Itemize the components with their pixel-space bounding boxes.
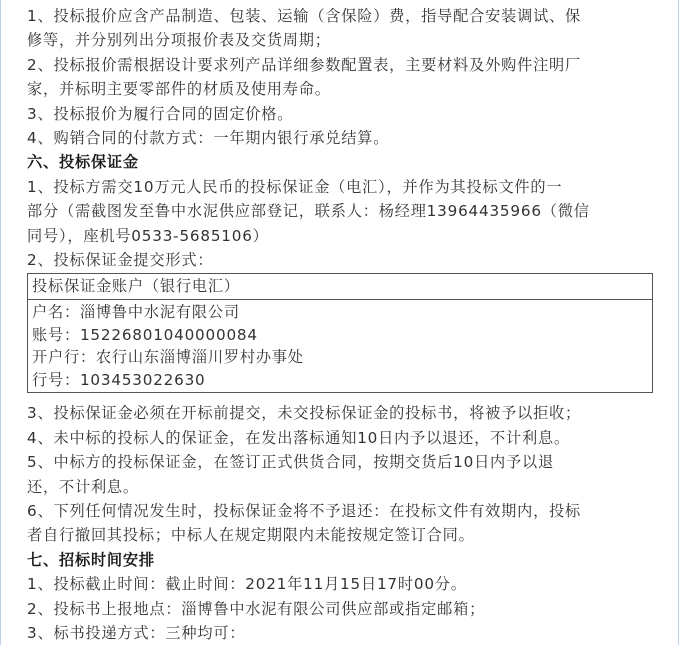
paragraph-line: 1、投标报价应含产品制造、包装、运输（含保险）费，指导配合安装调试、保 xyxy=(27,7,582,25)
paragraph-line: 4、未中标的投标人的保证金，在发出落标通知10日内予以退还，不计利息。 xyxy=(27,428,570,447)
table-header-cell: 投标保证金账户（银行电汇） xyxy=(28,274,653,300)
table-header-row xyxy=(28,274,653,300)
account-number: 账号：15226801040000084 xyxy=(32,325,258,344)
section-heading-schedule: 七、招标时间安排 xyxy=(27,550,155,569)
section-heading-bid-bond: 六、投标保证金 xyxy=(27,153,139,172)
table-body-cell xyxy=(28,300,653,393)
account-name: 户名：淄博鲁中水泥有限公司 xyxy=(32,303,240,322)
paragraph-line: 同号），座机号0533-5685106） xyxy=(27,226,269,245)
paragraph-line: 家，并标明主要零部件的材质及使用寿命。 xyxy=(27,80,331,99)
document-body xyxy=(27,4,655,646)
paragraph-line: 6、下列任何情况发生时，投标保证金将不予退还：在投标文件有效期内，投标 xyxy=(27,502,582,521)
paragraph-line: 部分（需截图发至鲁中水泥供应部登记，联系人：杨经理13964435966（微信 xyxy=(27,202,590,221)
paragraph-line: 2、投标报价需根据设计要求列产品详细参数配置表，主要材料及外购件注明厂 xyxy=(27,55,582,74)
bank-branch: 开户行：农行山东淄博淄川罗村办事处 xyxy=(32,348,304,367)
bank-code: 行号：103453022630 xyxy=(32,370,206,389)
paragraph-line: 4、购销合同的付款方式：一年期内银行承兑结算。 xyxy=(27,129,390,148)
paragraph-line: 修等，并分别列出分项报价表及交货周期； xyxy=(27,31,331,50)
paragraph-line: 2、投标保证金提交形式： xyxy=(27,251,214,270)
paragraph-line: 还，不计利息。 xyxy=(27,477,139,496)
paragraph-line: 者自行撤回其投标；中标人在规定期限内未能按规定签订合同。 xyxy=(27,526,475,545)
bid-bond-account-table xyxy=(27,273,653,393)
table-body-row xyxy=(28,300,653,393)
paragraph-line: 3、投标报价为履行合同的固定价格。 xyxy=(27,104,294,123)
paragraph-line: 3、投标保证金必须在开标前提交，未交投标保证金的投标书，将被予以拒收； xyxy=(27,404,582,423)
paragraph-line: 1、投标截止时间：截止时间：2021年11月15日17时00分。 xyxy=(27,575,467,594)
paragraph-line: 1、投标方需交10万元人民币的投标保证金（电汇），并作为其投标文件的一 xyxy=(27,177,563,196)
paragraph-line: 2、投标书上报地点：淄博鲁中水泥有限公司供应部或指定邮箱； xyxy=(27,599,486,618)
paragraph-line: 5、中标方的投标保证金，在签订正式供货合同，按期交货后10日内予以退 xyxy=(27,453,555,472)
paragraph-line: 3、标书投递方式：三种均可： xyxy=(27,624,246,643)
